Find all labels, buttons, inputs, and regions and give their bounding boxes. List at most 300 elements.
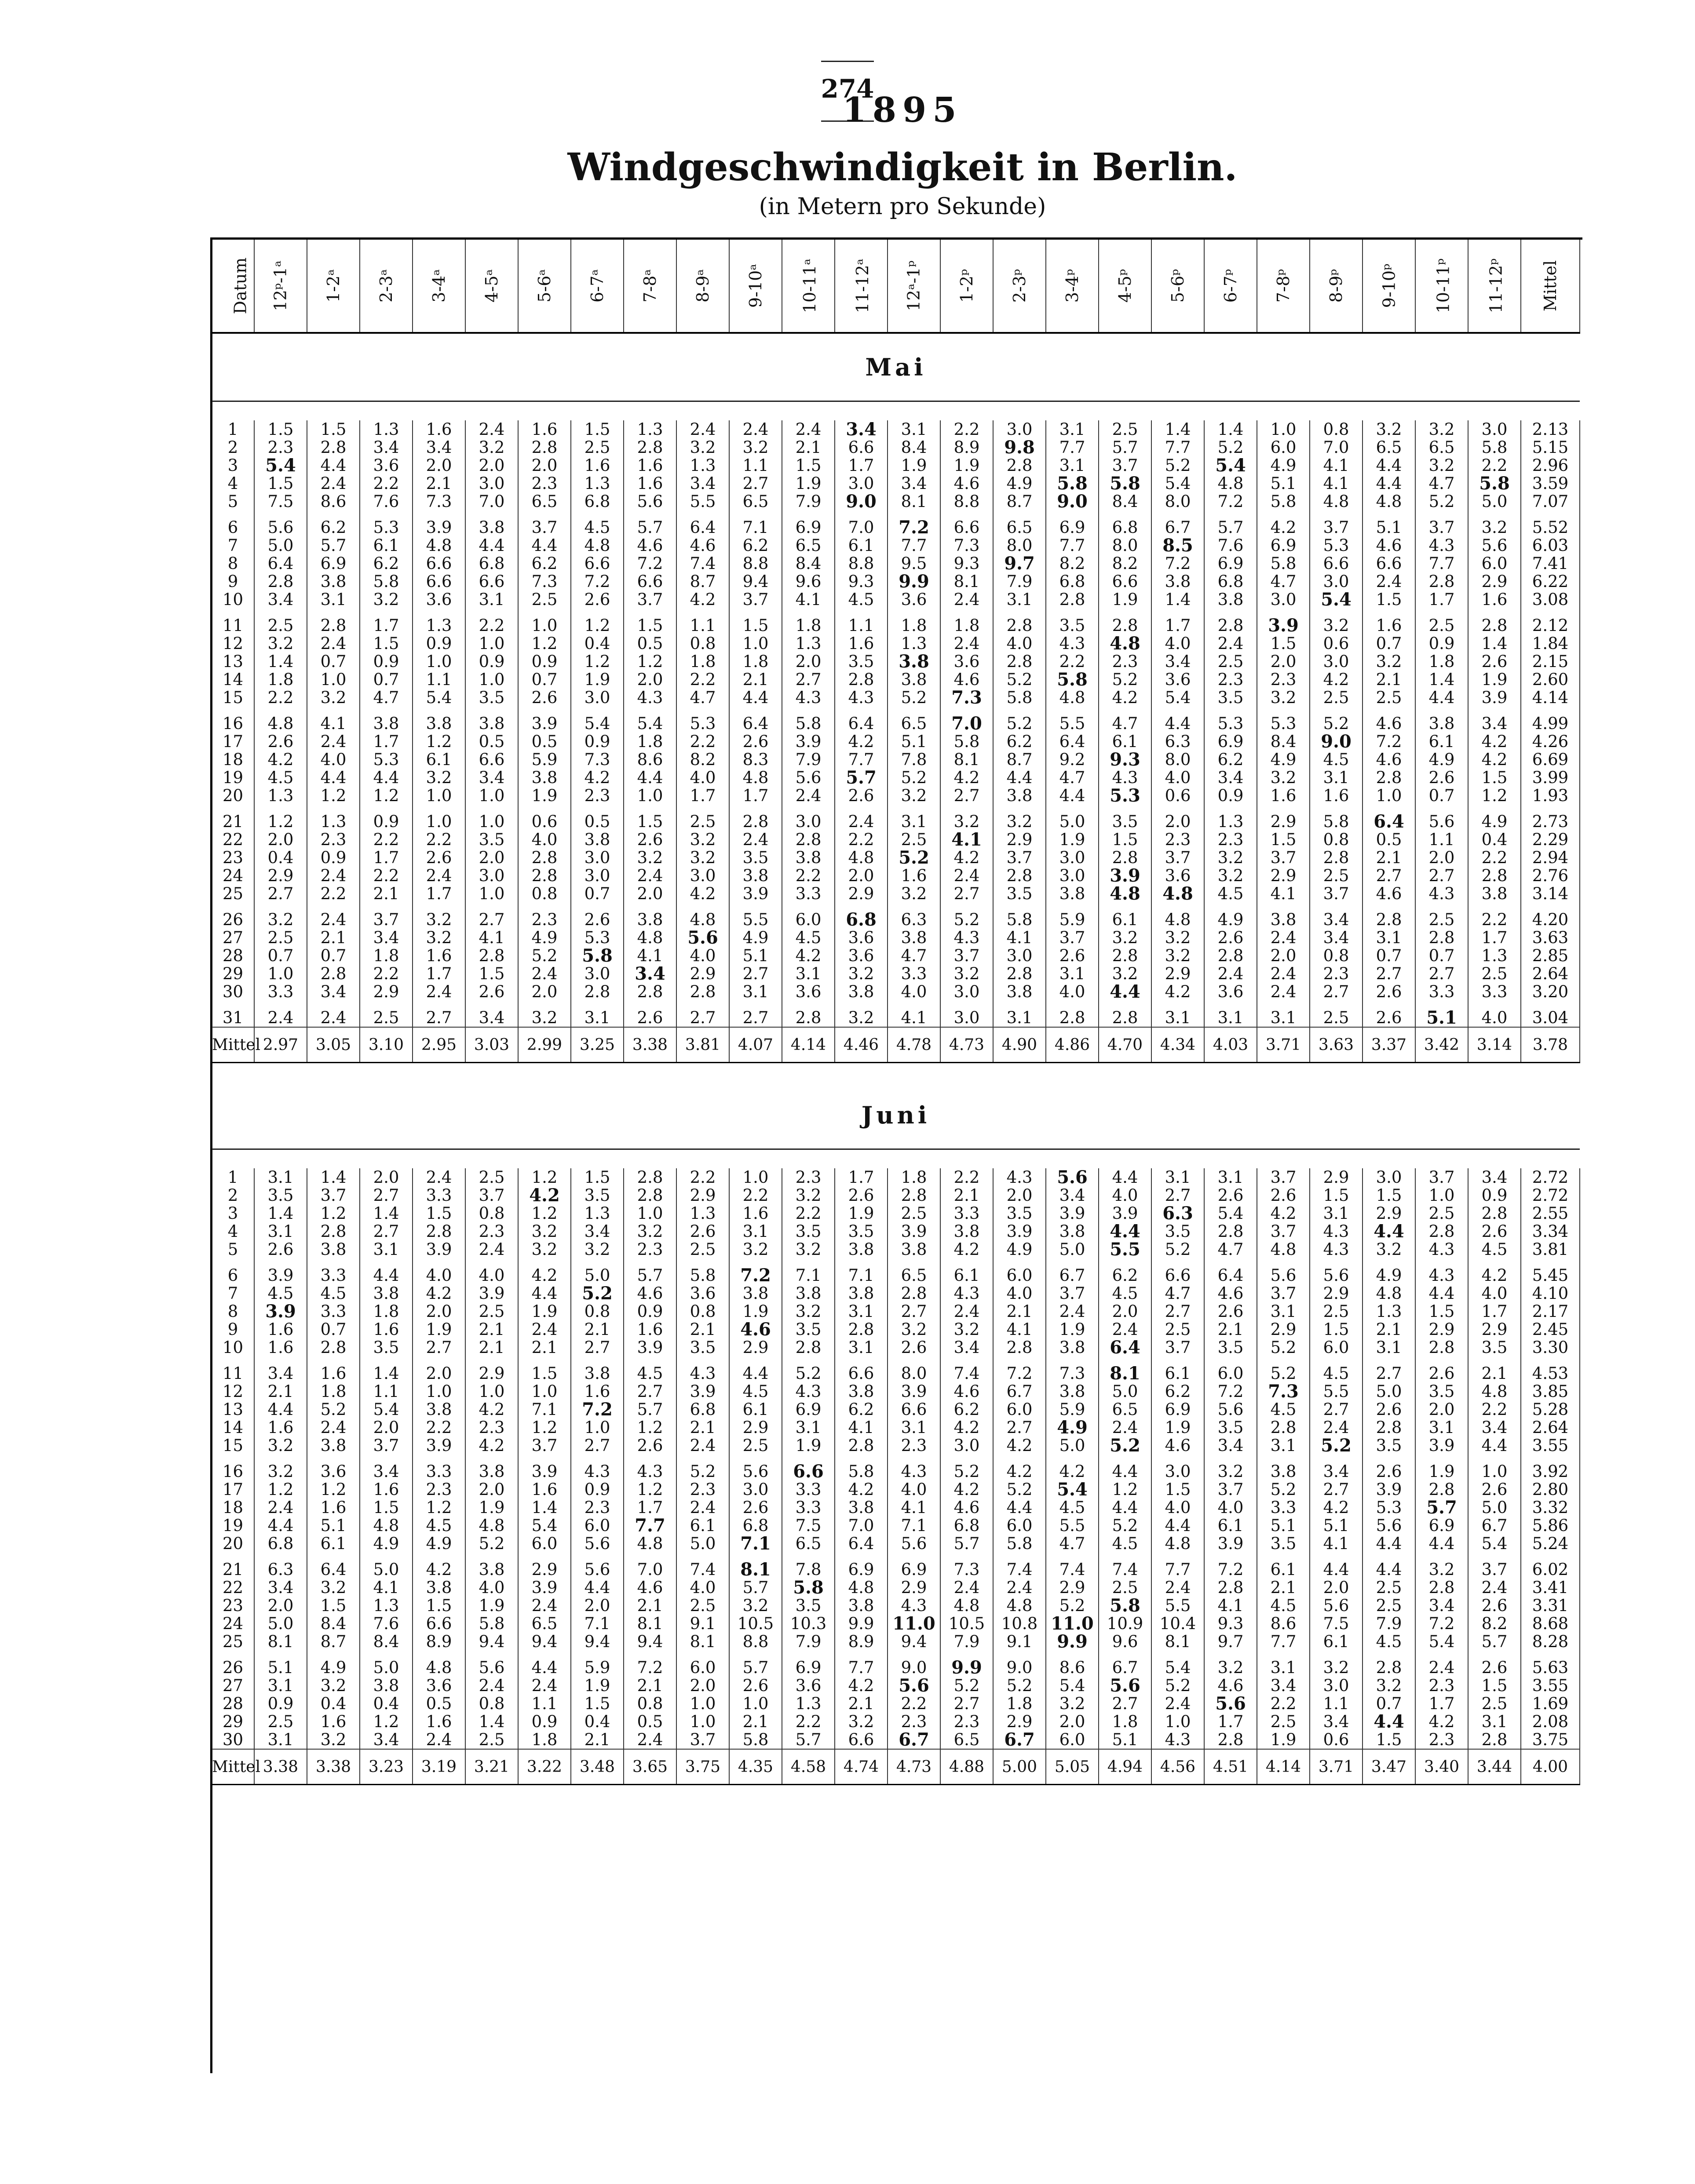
table-cell: 9.3 xyxy=(940,554,993,572)
table-cell: 10.5 xyxy=(940,1615,993,1633)
table-cell: 3.7 xyxy=(1257,849,1310,867)
table-cell: 3.7 xyxy=(1046,1284,1099,1302)
table-cell: 20 xyxy=(212,1535,254,1553)
table-cell: 3.2 xyxy=(940,805,993,831)
table-cell: 9 xyxy=(212,1320,254,1338)
table-cell: 7.3 xyxy=(413,492,465,510)
table-cell: 6.0 xyxy=(782,903,835,929)
table-row xyxy=(212,983,1580,1001)
table-cell: 2.2 xyxy=(940,420,993,438)
table-cell: 2.9 xyxy=(1363,1204,1415,1222)
table-cell: 3.0 xyxy=(729,1480,782,1499)
table-cell: 7.2 xyxy=(888,510,940,536)
table-cell: 9.7 xyxy=(993,554,1046,572)
table-cell: 16 xyxy=(212,1455,254,1480)
header-row xyxy=(212,240,1580,333)
table-cell: 3.03 xyxy=(465,1027,518,1063)
table-cell: 8.7 xyxy=(307,1633,360,1651)
table-cell: 1.7 xyxy=(1415,1695,1468,1713)
table-cell: 1.4 xyxy=(360,1356,413,1382)
table-cell: 3.4 xyxy=(254,591,307,609)
table-cell: 1.9 xyxy=(465,1597,518,1615)
table-cell: 2.0 xyxy=(835,867,888,885)
table-cell: 6.9 xyxy=(1151,1400,1204,1418)
header-label: 2-3ᵃ xyxy=(376,269,396,303)
table-cell: 3.4 xyxy=(1415,1597,1468,1615)
table-cell: 3.6 xyxy=(360,456,413,474)
table-cell: 8.8 xyxy=(729,1633,782,1651)
table-cell: 4.1 xyxy=(782,591,835,609)
table-cell: 9.4 xyxy=(888,1633,940,1651)
table-cell: 2.2 xyxy=(1468,903,1521,929)
table-cell: 5.05 xyxy=(1046,1749,1099,1785)
table-cell: 4.3 xyxy=(1415,885,1468,903)
table-cell: 2.3 xyxy=(940,1713,993,1731)
table-cell: 9.0 xyxy=(993,1651,1046,1677)
table-cell: 2.4 xyxy=(676,1499,729,1517)
table-cell: 8 xyxy=(212,554,254,572)
table-cell: 3.81 xyxy=(676,1027,729,1063)
table-cell: 3.85 xyxy=(1521,1382,1580,1400)
table-cell: 26 xyxy=(212,903,254,929)
table-cell: 4.5 xyxy=(1099,1284,1151,1302)
table-cell: 4.0 xyxy=(1151,1499,1204,1517)
table-cell: 2.6 xyxy=(1363,983,1415,1001)
table-cell: 1.8 xyxy=(360,947,413,965)
table-cell: 6.1 xyxy=(360,536,413,554)
month-heading: Mai xyxy=(212,333,1580,401)
table-cell: 1.5 xyxy=(360,634,413,653)
table-cell: 6.6 xyxy=(835,438,888,456)
table-cell: 2.2 xyxy=(1468,456,1521,474)
table-cell: 5.0 xyxy=(1046,1240,1099,1258)
table-cell: 2.15 xyxy=(1521,653,1580,671)
table-cell: 1.2 xyxy=(1099,1480,1151,1499)
table-cell: 1.9 xyxy=(518,787,571,805)
table-cell: 3.6 xyxy=(676,1284,729,1302)
table-cell: 1.1 xyxy=(518,1695,571,1713)
table-cell: 4.4 xyxy=(1468,1437,1521,1455)
table-cell: 3.63 xyxy=(1310,1027,1363,1063)
table-cell: 0.8 xyxy=(1310,947,1363,965)
table-cell: 3.2 xyxy=(1415,420,1468,438)
table-cell: 3.40 xyxy=(1415,1749,1468,1785)
table-cell: 2.0 xyxy=(360,1168,413,1186)
table-cell: 1.6 xyxy=(360,1320,413,1338)
table-cell: 8.2 xyxy=(676,751,729,769)
table-cell: 1.84 xyxy=(1521,634,1580,653)
table-cell: 5.9 xyxy=(518,751,571,769)
table-cell: 7.4 xyxy=(676,1553,729,1579)
table-cell: 9.9 xyxy=(940,1651,993,1677)
table-cell: 3.99 xyxy=(1521,769,1580,787)
table-cell: 4.8 xyxy=(571,536,624,554)
table-cell: 3.0 xyxy=(1310,653,1363,671)
table-cell: 0.9 xyxy=(1468,1186,1521,1204)
table-cell: 2.4 xyxy=(729,420,782,438)
table-cell: 4.1 xyxy=(835,1418,888,1437)
table-cell: 3.8 xyxy=(465,1455,518,1480)
table-cell: 4.20 xyxy=(1521,903,1580,929)
table-row xyxy=(212,1400,1580,1418)
table-cell: 3.6 xyxy=(835,929,888,947)
table-cell: 3.2 xyxy=(835,1001,888,1027)
table-cell: 0.4 xyxy=(307,1695,360,1713)
table-cell: 2.8 xyxy=(518,867,571,885)
table-cell: 3.1 xyxy=(1204,1168,1257,1186)
table-cell: 4.8 xyxy=(835,849,888,867)
table-cell: 2.73 xyxy=(1521,805,1580,831)
header-label: 12ᵃ-1ᵖ xyxy=(904,260,924,311)
table-cell: 4.4 xyxy=(360,769,413,787)
table-cell: 3.2 xyxy=(254,634,307,653)
table-cell: 1.5 xyxy=(518,1356,571,1382)
table-row xyxy=(212,1535,1580,1553)
table-cell: 3.7 xyxy=(1151,849,1204,867)
table-cell: 3.2 xyxy=(624,1222,676,1240)
table-cell: 1.6 xyxy=(624,456,676,474)
table-cell: 1.6 xyxy=(254,1418,307,1437)
table-cell: 4.2 xyxy=(1310,671,1363,689)
table-cell: 3.44 xyxy=(1468,1749,1521,1785)
table-cell: 9.0 xyxy=(835,492,888,510)
table-row xyxy=(212,1320,1580,1338)
table-cell: 7.4 xyxy=(1046,1553,1099,1579)
table-cell: 6.1 xyxy=(1099,733,1151,751)
table-cell: 3.7 xyxy=(1151,1338,1204,1356)
table-cell: 4.8 xyxy=(676,903,729,929)
table-cell: 3.4 xyxy=(360,1731,413,1749)
table-cell: 3.4 xyxy=(465,769,518,787)
table-cell: 4.0 xyxy=(413,1258,465,1284)
year-heading: 1895 xyxy=(842,90,963,130)
table-cell: 4.51 xyxy=(1204,1749,1257,1785)
table-cell: 3.2 xyxy=(518,1240,571,1258)
table-cell: 9.3 xyxy=(1099,751,1151,769)
table-cell: 3.2 xyxy=(307,1677,360,1695)
table-cell: 4.8 xyxy=(729,769,782,787)
table-cell: 3.8 xyxy=(835,1240,888,1258)
table-cell: 3.1 xyxy=(1415,1418,1468,1437)
table-cell: 1.1 xyxy=(360,1382,413,1400)
table-cell: 7.0 xyxy=(624,1553,676,1579)
table-cell: 1.4 xyxy=(254,1204,307,1222)
table-cell: 1.2 xyxy=(624,1418,676,1437)
table-cell: 3.2 xyxy=(888,885,940,903)
table-row xyxy=(212,492,1580,510)
table-cell: 3.4 xyxy=(413,438,465,456)
table-cell: 3.7 xyxy=(1415,510,1468,536)
table-cell: 2.6 xyxy=(729,1677,782,1695)
table-cell: 2.12 xyxy=(1521,609,1580,634)
table-cell: 4.0 xyxy=(1151,769,1204,787)
table-cell: 3.4 xyxy=(676,474,729,492)
table-cell: 1.0 xyxy=(1151,1713,1204,1731)
table-cell: 16 xyxy=(212,707,254,733)
table-cell: 5.4 xyxy=(518,1517,571,1535)
table-cell: 2.3 xyxy=(571,1499,624,1517)
table-row xyxy=(212,849,1580,867)
table-cell: 5.6 xyxy=(1310,1258,1363,1284)
table-cell: 3.20 xyxy=(1521,983,1580,1001)
table-cell: 6 xyxy=(212,510,254,536)
table-cell: 1.6 xyxy=(413,947,465,965)
table-cell: 4.5 xyxy=(835,591,888,609)
table-cell: 1.0 xyxy=(676,1695,729,1713)
page-number: 274 xyxy=(782,44,913,134)
table-cell: 3.2 xyxy=(729,438,782,456)
table-cell: 4.4 xyxy=(571,1579,624,1597)
table-row xyxy=(212,1597,1580,1615)
table-cell: 7.2 xyxy=(1204,1382,1257,1400)
table-cell: 3.4 xyxy=(360,929,413,947)
table-cell: 5.2 xyxy=(307,1400,360,1418)
table-cell: 3.8 xyxy=(835,1284,888,1302)
table-cell: 7.2 xyxy=(624,554,676,572)
table-row xyxy=(212,1240,1580,1258)
table-cell: 6.5 xyxy=(888,707,940,733)
table-cell: 4.6 xyxy=(940,671,993,689)
table-cell: 2.0 xyxy=(518,456,571,474)
table-cell: 9.1 xyxy=(993,1633,1046,1651)
table-cell: 27 xyxy=(212,1677,254,1695)
table-cell: 5.8 xyxy=(1099,474,1151,492)
table-cell: 2.85 xyxy=(1521,947,1580,965)
header-label: 4-5ᵃ xyxy=(482,269,501,303)
table-cell: 3.8 xyxy=(1415,707,1468,733)
table-cell: 1.5 xyxy=(465,965,518,983)
table-cell: 1.5 xyxy=(571,1695,624,1713)
table-cell: 1.5 xyxy=(1257,831,1310,849)
table-cell: 3.2 xyxy=(1257,689,1310,707)
table-cell: 25 xyxy=(212,885,254,903)
table-cell: 3.1 xyxy=(1363,1338,1415,1356)
table-cell: 2.5 xyxy=(676,1597,729,1615)
table-cell: 3.22 xyxy=(518,1749,571,1785)
table-cell: 7.7 xyxy=(888,536,940,554)
table-cell: 0.9 xyxy=(465,653,518,671)
table-cell: 19 xyxy=(212,769,254,787)
table-cell: 3.2 xyxy=(782,1186,835,1204)
table-cell: 4.5 xyxy=(1204,885,1257,903)
table-cell: 3.9 xyxy=(254,1258,307,1284)
table-cell: 1.4 xyxy=(1204,420,1257,438)
table-cell: 2.5 xyxy=(1099,1579,1151,1597)
table-cell: 4.4 xyxy=(729,1356,782,1382)
table-cell: 2.8 xyxy=(1468,609,1521,634)
table-cell: 5.2 xyxy=(782,1356,835,1382)
header-label: 7-8ᵖ xyxy=(1273,269,1293,303)
table-cell: 1.3 xyxy=(254,787,307,805)
table-cell: 5.8 xyxy=(1099,1597,1151,1615)
table-cell: 3.2 xyxy=(518,1222,571,1240)
table-cell: 2.9 xyxy=(1046,1579,1099,1597)
table-cell: 2.2 xyxy=(307,885,360,903)
table-cell: 5.0 xyxy=(571,1258,624,1284)
table-cell: 2.9 xyxy=(1257,805,1310,831)
table-cell: 8.4 xyxy=(888,438,940,456)
table-cell: 1.7 xyxy=(1468,929,1521,947)
table-cell: 1.5 xyxy=(1310,1186,1363,1204)
table-cell: 3.5 xyxy=(1415,1382,1468,1400)
table-cell: 4.14 xyxy=(1521,689,1580,707)
table-cell: 3.8 xyxy=(1468,885,1521,903)
table-cell: 2.6 xyxy=(1415,769,1468,787)
table-cell: 3.55 xyxy=(1521,1437,1580,1455)
table-cell: 1.5 xyxy=(1415,1302,1468,1320)
header-label: Datum xyxy=(230,257,250,314)
table-cell: 5.5 xyxy=(1310,1382,1363,1400)
table-cell: 2.3 xyxy=(1204,831,1257,849)
table-cell: 2.0 xyxy=(624,671,676,689)
table-cell: 6.6 xyxy=(624,572,676,591)
table-cell: 2.2 xyxy=(676,733,729,751)
header-label: 2-3ᵖ xyxy=(1009,269,1029,303)
table-cell: 4.1 xyxy=(1310,474,1363,492)
table-cell: 2.0 xyxy=(413,456,465,474)
table-cell: 2.29 xyxy=(1521,831,1580,849)
table-cell: 3.1 xyxy=(888,1418,940,1437)
table-cell: 4.0 xyxy=(676,1579,729,1597)
table-cell: 2.1 xyxy=(729,671,782,689)
table-cell: 3.1 xyxy=(1310,1204,1363,1222)
table-cell: 4.1 xyxy=(465,929,518,947)
table-cell: 8.8 xyxy=(940,492,993,510)
table-cell: 3.2 xyxy=(307,1731,360,1749)
header-mittel xyxy=(1521,240,1580,333)
table-cell: 4.3 xyxy=(624,1455,676,1480)
table-cell: 4.1 xyxy=(1310,456,1363,474)
table-cell: 2.4 xyxy=(1257,965,1310,983)
table-cell: 2.9 xyxy=(1468,572,1521,591)
table-cell: 3.5 xyxy=(1046,609,1099,634)
table-cell: 3.38 xyxy=(254,1749,307,1785)
table-cell: 0.8 xyxy=(676,1302,729,1320)
table-cell: 2.4 xyxy=(1257,929,1310,947)
table-cell: 9.4 xyxy=(624,1633,676,1651)
table-row xyxy=(212,536,1580,554)
page-subtitle: (in Metern pro Sekunde) xyxy=(759,193,1046,220)
table-cell: 2.1 xyxy=(676,1320,729,1338)
table-cell: 3.8 xyxy=(1204,591,1257,609)
table-cell: 5.0 xyxy=(254,1615,307,1633)
table-cell: 6.3 xyxy=(1151,1204,1204,1222)
table-cell: 7.2 xyxy=(1415,1615,1468,1633)
table-cell: 2.0 xyxy=(360,1418,413,1437)
table-cell: 1.7 xyxy=(624,1499,676,1517)
table-cell: 3.1 xyxy=(254,1168,307,1186)
table-cell: 2.4 xyxy=(254,1499,307,1517)
table-cell: 3.2 xyxy=(518,1001,571,1027)
table-cell: 2.3 xyxy=(518,474,571,492)
table-cell: 6.7 xyxy=(993,1731,1046,1749)
table-cell: 3.3 xyxy=(1468,983,1521,1001)
table-cell: 3.8 xyxy=(835,1499,888,1517)
table-cell: 1.5 xyxy=(307,1597,360,1615)
table-cell: 3.5 xyxy=(1468,1338,1521,1356)
table-cell: 3.8 xyxy=(1046,885,1099,903)
table-cell: 9.4 xyxy=(729,572,782,591)
table-cell: 3.8 xyxy=(413,707,465,733)
table-cell: 4.8 xyxy=(1363,492,1415,510)
table-cell: 1 xyxy=(212,420,254,438)
table-cell: 6.7 xyxy=(993,1382,1046,1400)
table-cell: 5.2 xyxy=(1151,1677,1204,1695)
table-cell: 0.5 xyxy=(624,1713,676,1731)
table-cell: 1.9 xyxy=(729,1302,782,1320)
table-cell: 3.8 xyxy=(888,929,940,947)
table-cell: 6.8 xyxy=(571,492,624,510)
table-cell: 3.1 xyxy=(1151,1168,1204,1186)
table-cell: 1.6 xyxy=(307,1356,360,1382)
table-cell: 2.6 xyxy=(1468,1597,1521,1615)
table-cell: 3.2 xyxy=(1204,1455,1257,1480)
table-cell: 4.35 xyxy=(729,1749,782,1785)
table-cell: 3.2 xyxy=(1099,929,1151,947)
table-cell: 7.2 xyxy=(1204,1553,1257,1579)
table-cell: 4.4 xyxy=(1415,1284,1468,1302)
table-cell: 0.7 xyxy=(1415,787,1468,805)
table-cell: 5.0 xyxy=(1046,1437,1099,1455)
table-cell: 5.8 xyxy=(676,1258,729,1284)
table-cell: 6.2 xyxy=(360,554,413,572)
table-cell: 3.3 xyxy=(1415,983,1468,1001)
table-cell: 2.4 xyxy=(307,733,360,751)
table-cell: 2.3 xyxy=(782,1168,835,1186)
table-cell: 5.9 xyxy=(1046,1400,1099,1418)
table-cell: 3.9 xyxy=(518,1455,571,1480)
table-cell: 2.99 xyxy=(518,1027,571,1063)
table-cell: 3.2 xyxy=(993,805,1046,831)
table-cell: 3.4 xyxy=(254,1579,307,1597)
table-cell: 1.0 xyxy=(413,653,465,671)
table-cell: 3.2 xyxy=(782,1240,835,1258)
table-cell: 3.8 xyxy=(729,1284,782,1302)
table-cell: 2.9 xyxy=(729,1418,782,1437)
table-cell: 3.3 xyxy=(254,983,307,1001)
table-cell: 1.9 xyxy=(835,1204,888,1222)
table-cell: 1.7 xyxy=(360,733,413,751)
table-cell: 5.7 xyxy=(624,1258,676,1284)
table-cell: 1.4 xyxy=(360,1204,413,1222)
table-cell: 10.5 xyxy=(729,1615,782,1633)
table-cell: 6.2 xyxy=(1151,1382,1204,1400)
table-cell: 2.9 xyxy=(993,1713,1046,1731)
table-cell: 1.93 xyxy=(1521,787,1580,805)
table-cell: 5.5 xyxy=(676,492,729,510)
table-cell: 1.0 xyxy=(729,634,782,653)
table-cell: 3.3 xyxy=(782,1480,835,1499)
table-cell: 5.86 xyxy=(1521,1517,1580,1535)
table-cell: 2.0 xyxy=(413,1356,465,1382)
table-cell: 5.8 xyxy=(1468,438,1521,456)
table-cell: 1.0 xyxy=(1468,1455,1521,1480)
table-cell: 2.9 xyxy=(676,965,729,983)
table-cell: 7.6 xyxy=(360,1615,413,1633)
table-row xyxy=(212,947,1580,965)
table-cell: 4.4 xyxy=(1151,1517,1204,1535)
table-cell: 4.8 xyxy=(835,1579,888,1597)
table-cell: 2.8 xyxy=(624,438,676,456)
table-cell: 6.6 xyxy=(1310,554,1363,572)
header-label: 6-7ᵃ xyxy=(587,269,607,303)
table-cell: 1.6 xyxy=(1310,787,1363,805)
header-label: Mittel xyxy=(1541,260,1560,312)
table-cell: 2.17 xyxy=(1521,1302,1580,1320)
table-cell: 4.00 xyxy=(1521,1749,1580,1785)
table-cell: 1.8 xyxy=(360,1302,413,1320)
table-cell: 8.2 xyxy=(1468,1615,1521,1633)
